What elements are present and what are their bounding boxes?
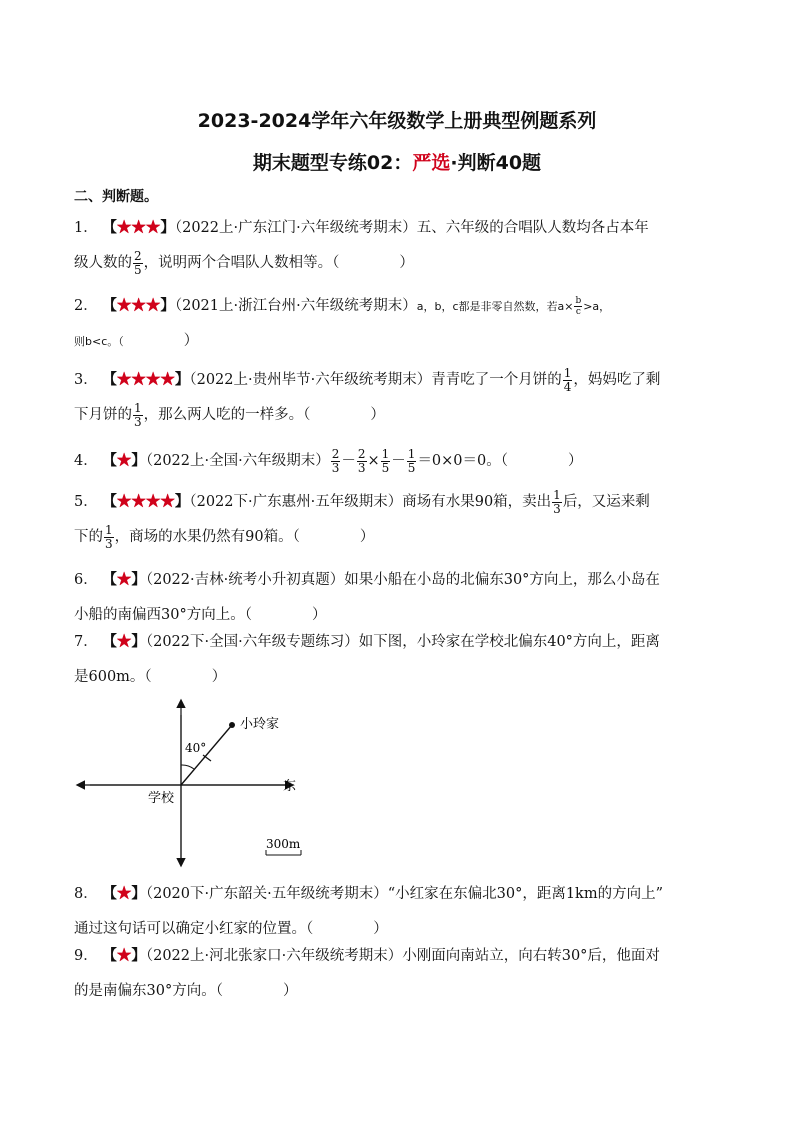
- difficulty-stars: ★★★★: [116, 371, 175, 388]
- fraction: $\frac{2}{3}$: [331, 446, 340, 475]
- question-6: 6． 【★】（2022·吉林·统考小升初真题）如果小船在小岛的北偏东30°方向上，那么小岛在 小船的南偏西30°方向上。（ ）: [74, 571, 660, 623]
- difficulty-stars: ★: [116, 947, 132, 964]
- fraction: $\frac{1}{3}$: [105, 522, 113, 551]
- question-4: 4． 【★】（2022上·全国·六年级期末） $\frac{2}{3}$ － $\frac{2}{3}$ × $\frac{1}{5}$ － $\frac{1}{5}$ ＝0×0＝0。（ ）: [74, 446, 583, 475]
- fraction: $\frac{2}{5}$: [134, 248, 142, 277]
- fraction: $\frac{1}{5}$: [407, 446, 416, 475]
- fraction: $\frac{2}{3}$: [357, 446, 366, 475]
- document-subtitle: 期末题型专练02：严选·判断40题: [252, 152, 542, 174]
- school-label: 学校: [148, 791, 175, 806]
- difficulty-stars: ★: [116, 885, 132, 902]
- question-7: 7． 【★】（2022下·全国·六年级专题练习）如下图，小玲家在学校北偏东40°方向上，距离 是600m。（ ）: [74, 633, 660, 685]
- question-9: 9． 【★】（2022上·河北张家口·六年级统考期末）小刚面向南站立，向右转30°后，他面对 的是南偏东30°方向。（ ）: [74, 947, 660, 999]
- question-2: 2． 【★★★】（2021上·浙江台州·六年级统考期末）a，b，c都是非零自然数，若a× $\frac{b}{c}$ >a， 则b<c。（ ）: [74, 295, 611, 349]
- fraction: $\frac{1}{4}$: [563, 365, 572, 394]
- difficulty-stars: ★: [116, 452, 132, 469]
- difficulty-stars: ★★★★: [116, 493, 175, 510]
- scale-label: 300m: [266, 837, 301, 851]
- fraction: $\frac{b}{c}$: [575, 295, 582, 317]
- difficulty-stars: ★: [116, 571, 132, 588]
- difficulty-stars: ★: [116, 633, 132, 650]
- difficulty-stars: ★★★: [116, 219, 161, 236]
- question-8: 8． 【★】（2020下·广东韶关·五年级统考期末）“小红家在东偏北30°，距离1km的方向上” 通过这句话可以确定小红家的位置。（ ）: [74, 885, 664, 937]
- east-label: 东: [283, 779, 297, 794]
- angle-arc: [181, 765, 194, 769]
- highlight-text: 严选: [412, 152, 451, 174]
- difficulty-stars: ★★★: [116, 297, 161, 314]
- home-point: [229, 722, 235, 728]
- fraction: $\frac{1}{3}$: [134, 400, 142, 429]
- question-5: 5． 【★★★★】（2022下·广东惠州·五年级期末）商场有水果90箱，卖出 $\frac{1}{3}$ 后，又运来剩 下的 $\frac{1}{3}$ ，商场的水果仍然有90箱。（ ）: [74, 487, 650, 551]
- section-heading: 二、判断题。: [74, 189, 158, 205]
- document-title: 2023-2024学年六年级数学上册典型例题系列: [197, 110, 597, 132]
- fraction: $\frac{1}{3}$: [553, 487, 561, 516]
- question-3: 3． 【★★★★】（2022上·贵州毕节·六年级统考期末）青青吃了一个月饼的 $\frac{1}{4}$ ，妈妈吃了剩 下月饼的 $\frac{1}{3}$ ，那么两人吃的一样多。（ ）: [74, 365, 661, 429]
- angle-label: 40°: [185, 741, 207, 755]
- home-ray: [181, 725, 232, 785]
- question-1: 1． 【★★★】（2022上·广东江门·六年级统考期末）五、六年级的合唱队人数均各占本年 级人数的 $\frac{2}{5}$ ，说明两个合唱队人数相等。（ ）: [74, 219, 649, 277]
- home-label: 小玲家: [240, 717, 280, 732]
- fraction: $\frac{1}{5}$: [381, 446, 390, 475]
- direction-diagram: [70, 695, 310, 875]
